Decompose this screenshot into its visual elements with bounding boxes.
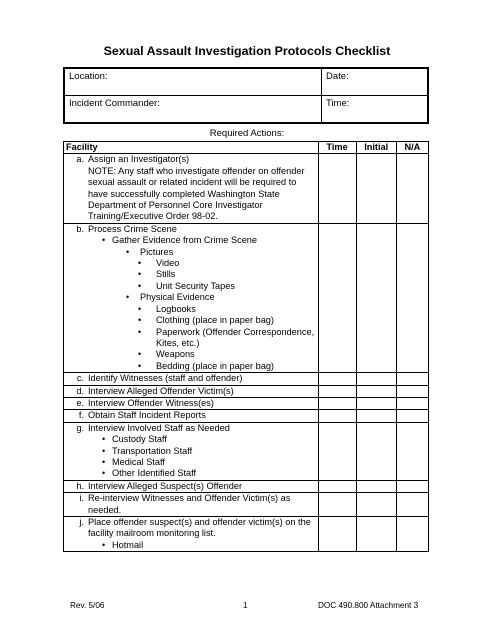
bullet-icon: • (102, 456, 106, 467)
list-item: Paperwork (Offender Correspondence, Kites, etc.) (156, 326, 315, 348)
initial-cell[interactable] (356, 410, 396, 422)
row-label: i. (79, 493, 84, 504)
initial-cell[interactable] (356, 223, 396, 372)
list-item: Pictures (140, 246, 174, 257)
table-row (64, 422, 429, 480)
time-cell[interactable] (318, 410, 356, 422)
initial-cell[interactable] (356, 385, 396, 397)
list-item: Clothing (place in paper bag) (156, 315, 274, 326)
bullet-icon: • (126, 292, 130, 303)
bullet-icon: • (138, 326, 142, 337)
row-label: c. (76, 373, 84, 384)
row-text: Obtain Staff Incident Reports (88, 410, 206, 421)
page-title: Sexual Assault Investigation Protocols Checklist (103, 44, 391, 58)
list-item: Video (156, 258, 180, 269)
list-item: Physical Evidence (140, 292, 215, 303)
initial-header: Initial (356, 142, 396, 154)
row-text: Interview Offender Witness(es) (88, 397, 214, 408)
table-row (64, 373, 429, 385)
time-cell[interactable] (318, 397, 356, 409)
revision-label: Rev. 5/06 (70, 601, 105, 610)
na-cell[interactable] (396, 154, 428, 223)
bullet-icon: • (138, 258, 142, 269)
table-row (64, 397, 429, 409)
list-item: Transportation Staff (112, 445, 193, 456)
list-item: Gather Evidence from Crime Scene (112, 235, 258, 246)
bullet-icon: • (138, 280, 142, 291)
bullet-icon: • (102, 434, 106, 445)
list-item: Stills (156, 269, 176, 280)
list-item: Medical Staff (112, 456, 165, 467)
row-label: b. (76, 223, 84, 234)
row-text: Re-interview Witnesses and Offender Victim(s) as needed. (88, 493, 291, 515)
row-label: f. (78, 410, 84, 421)
initial-cell[interactable] (356, 517, 396, 552)
row-text: Interview Involved Staff as Needed (88, 422, 230, 433)
time-cell[interactable] (318, 422, 356, 480)
row-label: g. (76, 422, 84, 433)
na-cell[interactable] (396, 410, 428, 422)
row-text: Interview Alleged Suspect(s) Offender (88, 480, 243, 491)
time-field: Time: (322, 96, 429, 124)
na-cell[interactable] (396, 517, 428, 552)
na-cell[interactable] (396, 493, 428, 517)
initial-cell[interactable] (356, 154, 396, 223)
initial-cell[interactable] (356, 480, 396, 492)
list-item: Other Identified Staff (112, 468, 197, 479)
row-text: Identify Witnesses (staff and offender) (88, 373, 243, 384)
location-field: Location: (64, 68, 322, 96)
row-note: NOTE: Any staff who investigate offender on offender sexual assault or related incident will be required to have successfully completed Washington State Department of Personnel Core Investigator Training/Executive Order 98-02. (88, 165, 305, 222)
bullet-icon: • (138, 303, 142, 314)
incident-commander-field: Incident Commander: (64, 96, 322, 124)
list-item: Logbooks (156, 303, 196, 314)
page-number: 1 (243, 601, 248, 610)
required-actions-label: Required Actions: (209, 128, 285, 139)
na-cell[interactable] (396, 385, 428, 397)
facility-header: Facility (64, 142, 319, 154)
bullet-icon: • (138, 315, 142, 326)
table-row (64, 493, 429, 517)
time-cell[interactable] (318, 493, 356, 517)
table-row (64, 385, 429, 397)
row-text: Assign an Investigator(s) (88, 154, 190, 165)
incident-info-table (63, 67, 429, 124)
date-field: Date: (322, 68, 429, 96)
table-row (64, 154, 429, 223)
checklist-table (63, 141, 429, 552)
na-cell[interactable] (396, 422, 428, 480)
list-item: Custody Staff (112, 434, 167, 445)
row-label: h. (76, 480, 84, 491)
time-cell[interactable] (318, 373, 356, 385)
header-row (64, 142, 429, 154)
list-item: Bedding (place in paper bag) (156, 360, 274, 371)
bullet-icon: • (138, 269, 142, 280)
row-text: Process Crime Scene (88, 223, 177, 234)
list-item: Weapons (156, 349, 195, 360)
bullet-icon: • (102, 235, 106, 246)
bullet-icon: • (102, 539, 106, 550)
time-cell[interactable] (318, 517, 356, 552)
table-row (64, 223, 429, 372)
document-id: DOC 490.800 Attachment 3 (318, 601, 419, 610)
table-row (64, 410, 429, 422)
bullet-icon: • (102, 445, 106, 456)
list-item: Unit Security Tapes (156, 280, 235, 291)
time-cell[interactable] (318, 223, 356, 372)
time-cell[interactable] (318, 154, 356, 223)
time-header: Time (318, 142, 356, 154)
bullet-icon: • (102, 468, 106, 479)
initial-cell[interactable] (356, 397, 396, 409)
row-label: d. (76, 385, 84, 396)
bullet-icon: • (126, 246, 130, 257)
time-cell[interactable] (318, 480, 356, 492)
initial-cell[interactable] (356, 422, 396, 480)
initial-cell[interactable] (356, 373, 396, 385)
na-cell[interactable] (396, 223, 428, 372)
row-label: a. (76, 154, 84, 165)
bullet-icon: • (138, 349, 142, 360)
bullet-icon: • (138, 360, 142, 371)
row-text: Interview Alleged Offender Victim(s) (88, 385, 234, 396)
table-row (64, 480, 429, 492)
row-label: j. (79, 517, 84, 527)
na-cell[interactable] (396, 373, 428, 385)
initial-cell[interactable] (356, 493, 396, 517)
na-cell[interactable] (396, 397, 428, 409)
na-cell[interactable] (396, 480, 428, 492)
row-text: Place offender suspect(s) and offender victim(s) on the facility mailroom monitoring list. (88, 517, 311, 539)
list-item: Hotmail (112, 539, 144, 550)
na-header: N/A (396, 142, 428, 154)
time-cell[interactable] (318, 385, 356, 397)
row-label: e. (76, 397, 84, 408)
table-row (64, 517, 429, 552)
